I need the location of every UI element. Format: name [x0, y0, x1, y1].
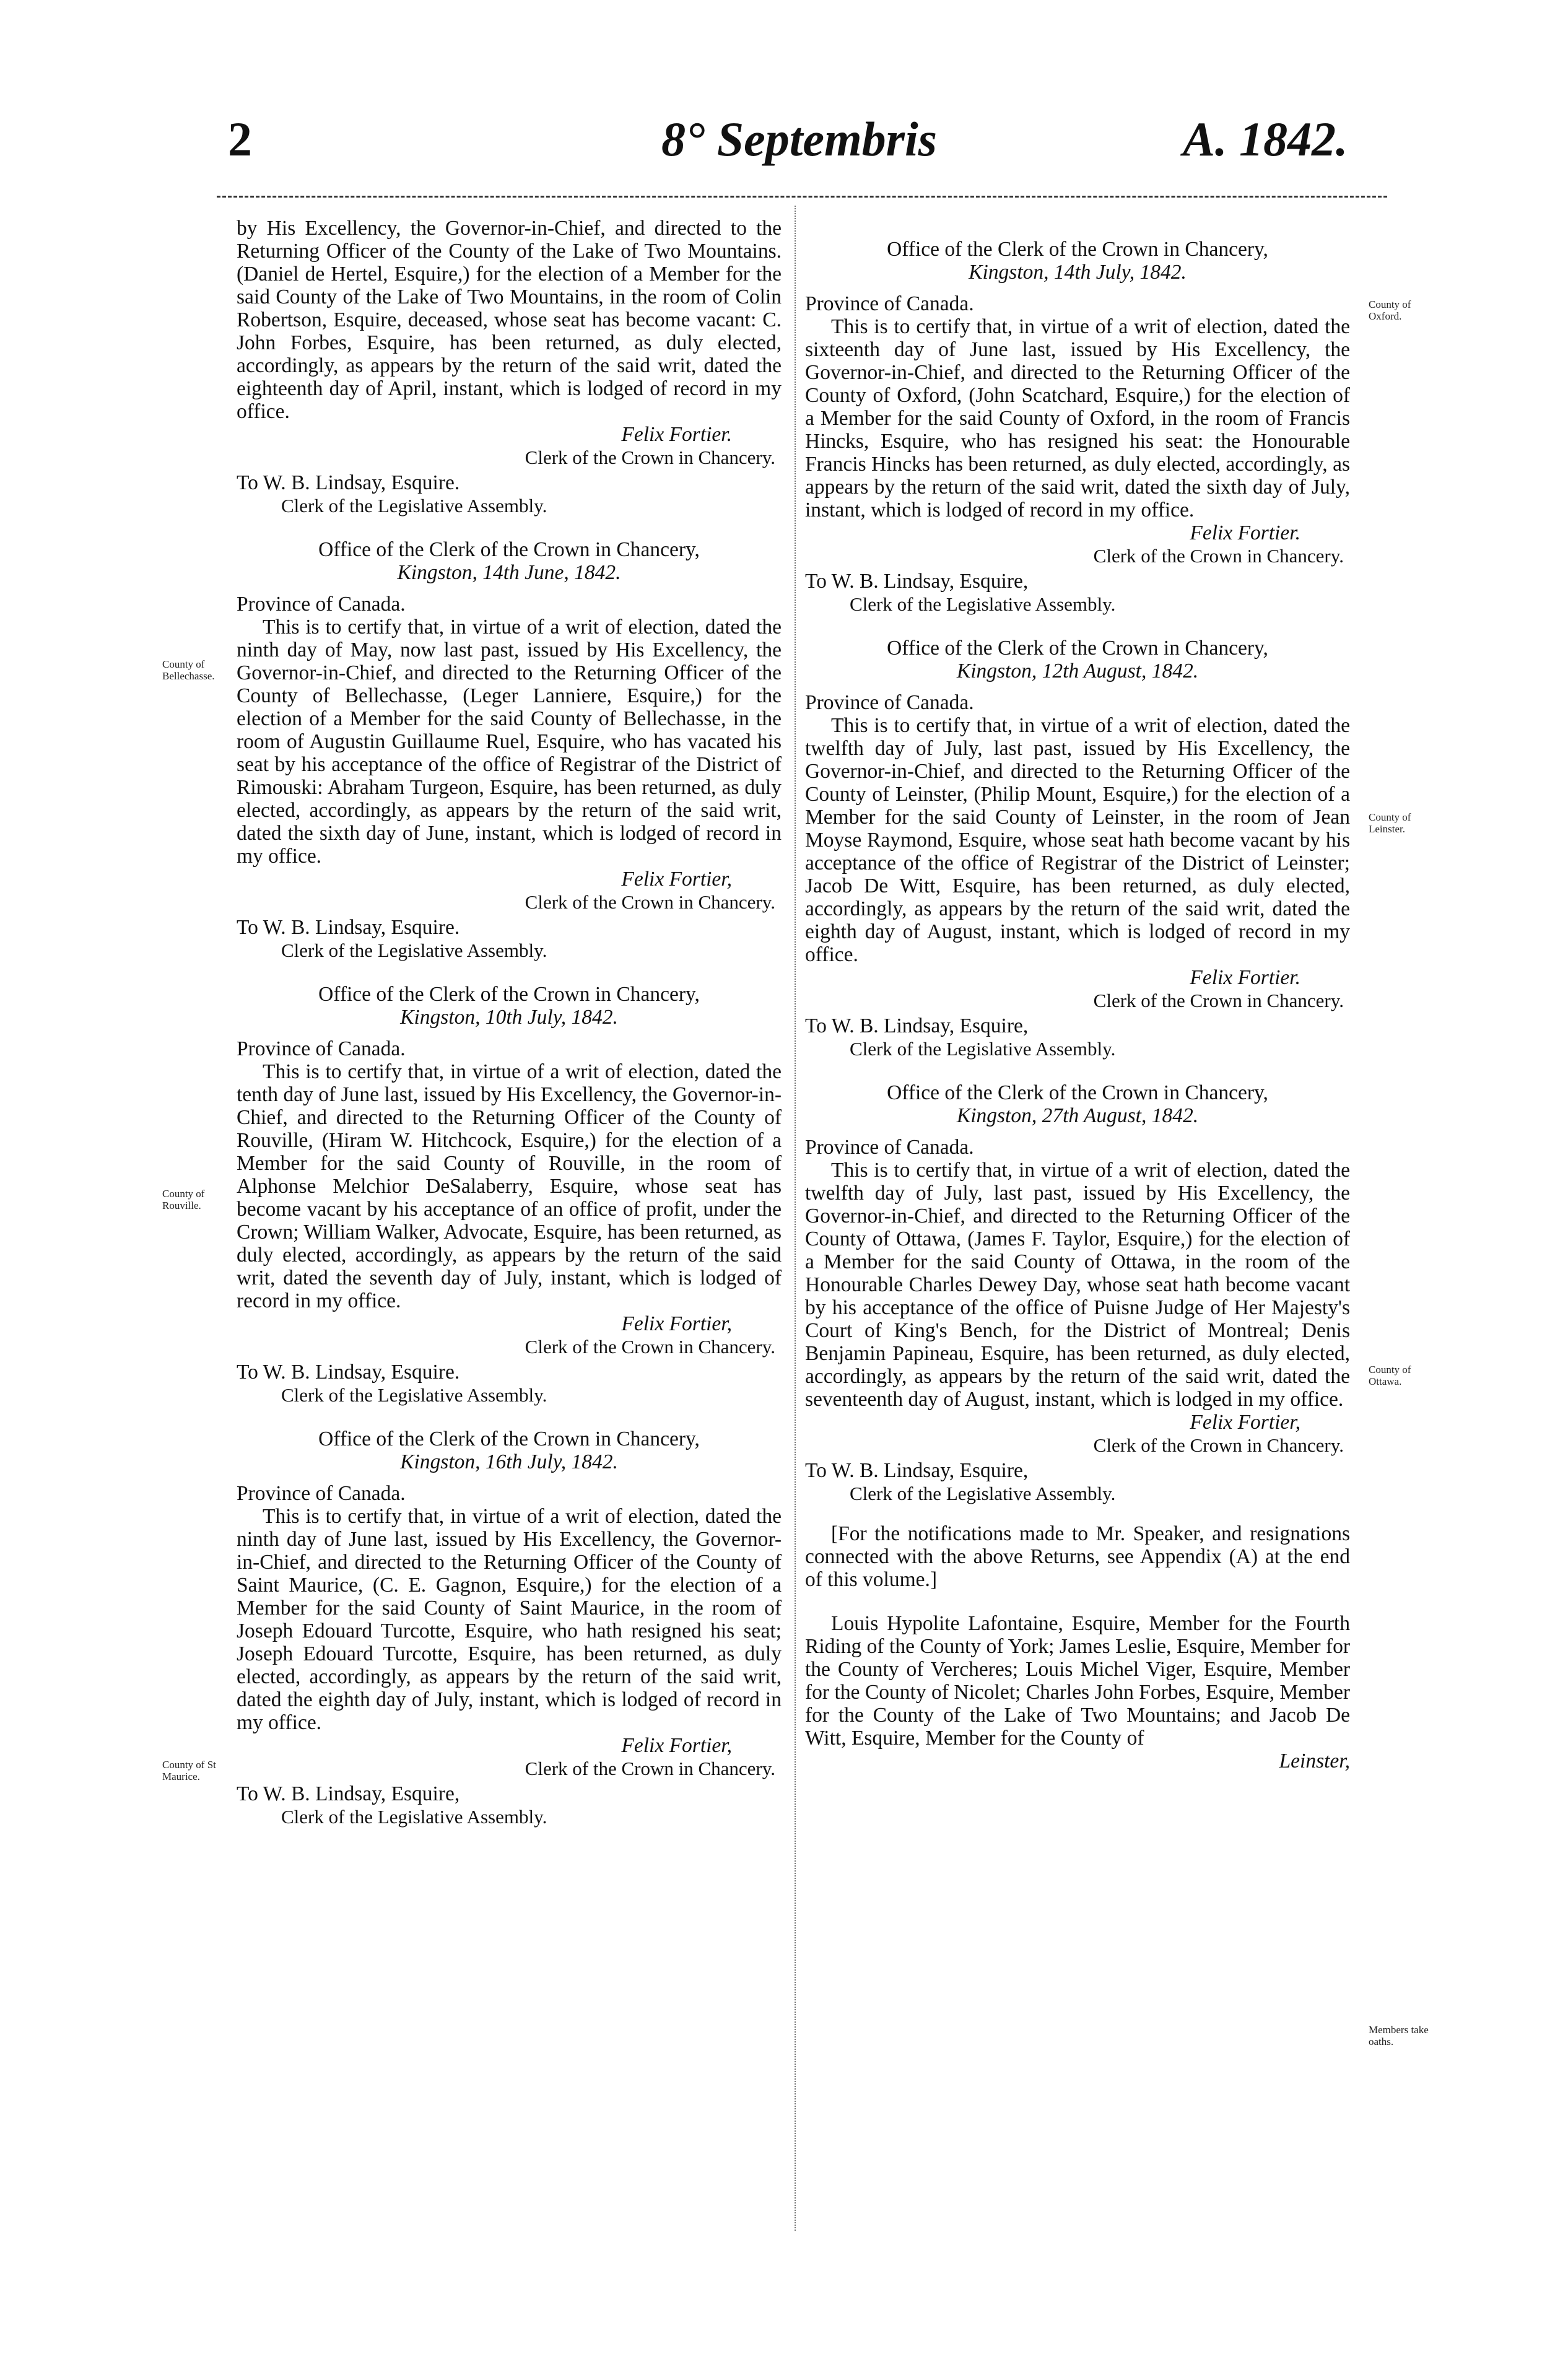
addressee-role: Clerk of the Legislative Assembly. [850, 1038, 1116, 1060]
left-column [237, 217, 782, 1828]
office-heading: Office of the Clerk of the Crown in Chancery, [318, 983, 700, 1006]
addressee-role: Clerk of the Legislative Assembly. [281, 939, 547, 961]
signature: Felix Fortier, [1190, 1411, 1300, 1434]
entry-rouville-body: This is to certify that, in virtue of a writ of election, dated the tenth day of June last, issued by His Excellency, the Governor-in-Chief, and directed to the Returning Officer of the County of Rouville, (Hiram W. Hitchcock, Esquire,) for the election of a Member for the said County of Rouville, in the room of Alphonse Melchior DeSalaberry, Esquire, whose seat has become vacant by his acceptance of an office of profit, under the Crown; William Walker, Advocate, Esquire, has been returned, as duly elected, accordingly, as appears by the return of the said writ, dated the seventh day of July, instant, which is lodged of record in my office. [237, 1060, 782, 1312]
signature-role: Clerk of the Crown in Chancery. [525, 447, 775, 468]
signature-role: Clerk of the Crown in Chancery. [525, 1758, 775, 1779]
addressee-role: Clerk of the Legislative Assembly. [850, 593, 1116, 615]
page-number: 2 [228, 112, 252, 166]
signature-role: Clerk of the Crown in Chancery. [1093, 545, 1344, 567]
province-line: Province of Canada. [805, 1136, 974, 1159]
office-heading: Office of the Clerk of the Crown in Chancery, [318, 1428, 700, 1450]
office-heading: Office of the Clerk of the Crown in Chancery, [318, 538, 700, 561]
province-line: Province of Canada. [805, 292, 974, 315]
office-date: Kingston, 16th July, 1842. [400, 1450, 618, 1473]
province-line: Province of Canada. [237, 1037, 406, 1060]
addressee: To W. B. Lindsay, Esquire. [237, 1361, 460, 1384]
office-date: Kingston, 14th July, 1842. [969, 261, 1187, 284]
editorial-note: [For the notifications made to Mr. Speaker, and resignations connected with the above Returns, see Appendix (A) at the end of this volume.] [805, 1522, 1350, 1591]
addressee: To W. B. Lindsay, Esquire, [237, 1782, 460, 1805]
addressee-role: Clerk of the Legislative Assembly. [281, 1384, 547, 1406]
margin-note-ottawa: County of Ottawa. [1369, 1364, 1411, 1387]
signature: Felix Fortier. [621, 423, 732, 446]
addressee: To W. B. Lindsay, Esquire. [237, 916, 460, 939]
province-line: Province of Canada. [805, 691, 974, 714]
margin-note-rouville: County of Rouville. [162, 1188, 205, 1211]
office-date: Kingston, 10th July, 1842. [400, 1006, 618, 1029]
signature: Felix Fortier. [1190, 966, 1300, 989]
margin-note-bellechasse: County of Bellechasse. [162, 658, 215, 682]
right-column [805, 217, 1350, 1772]
entry-oxford-body: This is to certify that, in virtue of a writ of election, dated the sixteenth day of June last, issued by His Excellency, the Governor-in-Chief, and directed to the Returning Officer of the County of Oxford, (John Scatchard, Esquire,) for the election of a Member for the said County of Oxford, in the room of Francis Hincks, Esquire, who has resigned his seat: the Honourable Francis Hincks has been returned, as duly elected, accordingly, as appears by the return of the said writ, dated the sixth day of July, instant, which is lodged of record in my office. [805, 315, 1350, 521]
signature-role: Clerk of the Crown in Chancery. [1093, 990, 1344, 1011]
office-date: Kingston, 27th August, 1842. [956, 1104, 1199, 1127]
members-oaths-paragraph: Louis Hypolite Lafontaine, Esquire, Member for the Fourth Riding of the County of York; James Leslie, Esquire, Member for the County of Vercheres; Louis Michel Viger, Esquire, Member for the County of Nicolet; Charles John Forbes, Esquire, Member for the County of the Lake of Two Mountains; and Jacob De Witt, Esquire, Member for the County of [805, 1612, 1350, 1750]
office-heading: Office of the Clerk of the Crown in Chancery, [887, 238, 1268, 261]
header-date: 8° Septembris [661, 112, 938, 166]
entry-leinster-body: This is to certify that, in virtue of a writ of election, dated the twelfth day of July, last past, issued by His Excellency, the Governor-in-Chief, and directed to the Returning Officer of the County of Leinster, (Philip Mount, Esquire,) for the election of a Member for the said County of Leinster, in the room of Jean Moyse Raymond, Esquire, whose seat hath become vacant by his acceptance of the office of Registrar of the District of Leinster; Jacob De Witt, Esquire, has been returned, as duly elected, accordingly, as appears by the return of the said writ, dated the eighth day of August, instant, which is lodged of record in my office. [805, 714, 1350, 966]
addressee: To W. B. Lindsay, Esquire, [805, 570, 1029, 593]
page-header [0, 108, 1568, 170]
office-heading: Office of the Clerk of the Crown in Chancery, [887, 1081, 1268, 1104]
entry-ottawa-body: This is to certify that, in virtue of a writ of election, dated the twelfth day of July, last past, issued by His Excellency, the Governor-in-Chief, and directed to the Returning Officer of the County of Ottawa, (James F. Taylor, Esquire,) for the election of a Member for the said County of Ottawa, in the room of the Honourable Charles Dewey Day, whose seat hath become vacant by his acceptance of the office of Puisne Judge of Her Majesty's Court of King's Bench, for the District of Montreal; Denis Benjamin Papineau, Esquire, has been returned, as duly elected, accordingly, as appears by the return of the said writ, dated the seventeenth day of August, instant, which is lodged in my office. [805, 1159, 1350, 1411]
margin-note-members-oaths: Members take oaths. [1369, 2024, 1429, 2047]
signature-role: Clerk of the Crown in Chancery. [525, 1336, 775, 1358]
province-line: Province of Canada. [237, 1482, 406, 1505]
office-date: Kingston, 14th June, 1842. [397, 561, 621, 584]
margin-note-st-maurice: County of St Maurice. [162, 1759, 216, 1782]
entry-lake-of-two-mountains-body: by His Excellency, the Governor-in-Chief, and directed to the Returning Officer of the County of the Lake of Two Mountains. (Daniel de Hertel, Esquire,) for the election of a Member for the said County of the Lake of Two Mountains, in the room of Colin Robertson, Esquire, deceased, whose seat has become vacant: C. John Forbes, Esquire, has been returned, as duly elected, accordingly, as appears by the return of the said writ, dated the eighteenth day of April, instant, which is lodged of record in my office. [237, 217, 782, 423]
addressee-role: Clerk of the Legislative Assembly. [281, 495, 547, 517]
header-rule [217, 196, 1387, 198]
province-line: Province of Canada. [237, 593, 406, 616]
members-oaths-continuation: Leinster, [1279, 1750, 1350, 1772]
signature: Felix Fortier, [621, 1312, 732, 1335]
signature: Felix Fortier. [1190, 521, 1300, 544]
entry-st-maurice-body: This is to certify that, in virtue of a writ of election, dated the ninth day of June last, issued by His Excellency, the Governor-in-Chief, and directed to the Returning Officer of the County of Saint Maurice, (C. E. Gagnon, Esquire,) for the election of a Member for the said County of Saint Maurice, in the room of Joseph Edouard Turcotte, Esquire, who hath resigned his seat; Joseph Edouard Turcotte, Esquire, has been returned, as duly elected, accordingly, as appears by the return of the said writ, dated the eighth day of July, instant, which is lodged of record in my office. [237, 1505, 782, 1734]
signature-role: Clerk of the Crown in Chancery. [525, 891, 775, 913]
addressee-role: Clerk of the Legislative Assembly. [850, 1483, 1116, 1504]
header-year: A. 1842. [1183, 112, 1348, 166]
entry-bellechasse-body: This is to certify that, in virtue of a writ of election, dated the ninth day of May, now last past, issued by His Excellency, the Governor-in-Chief, and directed to the Returning Officer of the County of Bellechasse, (Leger Lanniere, Esquire,) for the election of a Member for the said County of Bellechasse, in the room of Augustin Guillaume Ruel, Esquire, who has vacated his seat by his acceptance of the office of Registrar of the District of Rimouski: Abraham Turgeon, Esquire, has been returned, as duly elected, accordingly, as appears by the return of the said writ, dated the sixth day of June, instant, which is lodged of record in my office. [237, 616, 782, 868]
addressee: To W. B. Lindsay, Esquire, [805, 1014, 1029, 1037]
signature: Felix Fortier, [621, 1734, 732, 1757]
addressee-role: Clerk of the Legislative Assembly. [281, 1806, 547, 1828]
signature: Felix Fortier, [621, 868, 732, 891]
margin-note-leinster: County of Leinster. [1369, 811, 1411, 835]
addressee: To W. B. Lindsay, Esquire. [237, 471, 460, 494]
office-heading: Office of the Clerk of the Crown in Chancery, [887, 637, 1268, 660]
office-date: Kingston, 12th August, 1842. [956, 660, 1199, 682]
margin-note-oxford: County of Oxford. [1369, 299, 1411, 322]
addressee: To W. B. Lindsay, Esquire, [805, 1459, 1029, 1482]
column-divider [795, 206, 796, 2231]
signature-role: Clerk of the Crown in Chancery. [1093, 1434, 1344, 1456]
